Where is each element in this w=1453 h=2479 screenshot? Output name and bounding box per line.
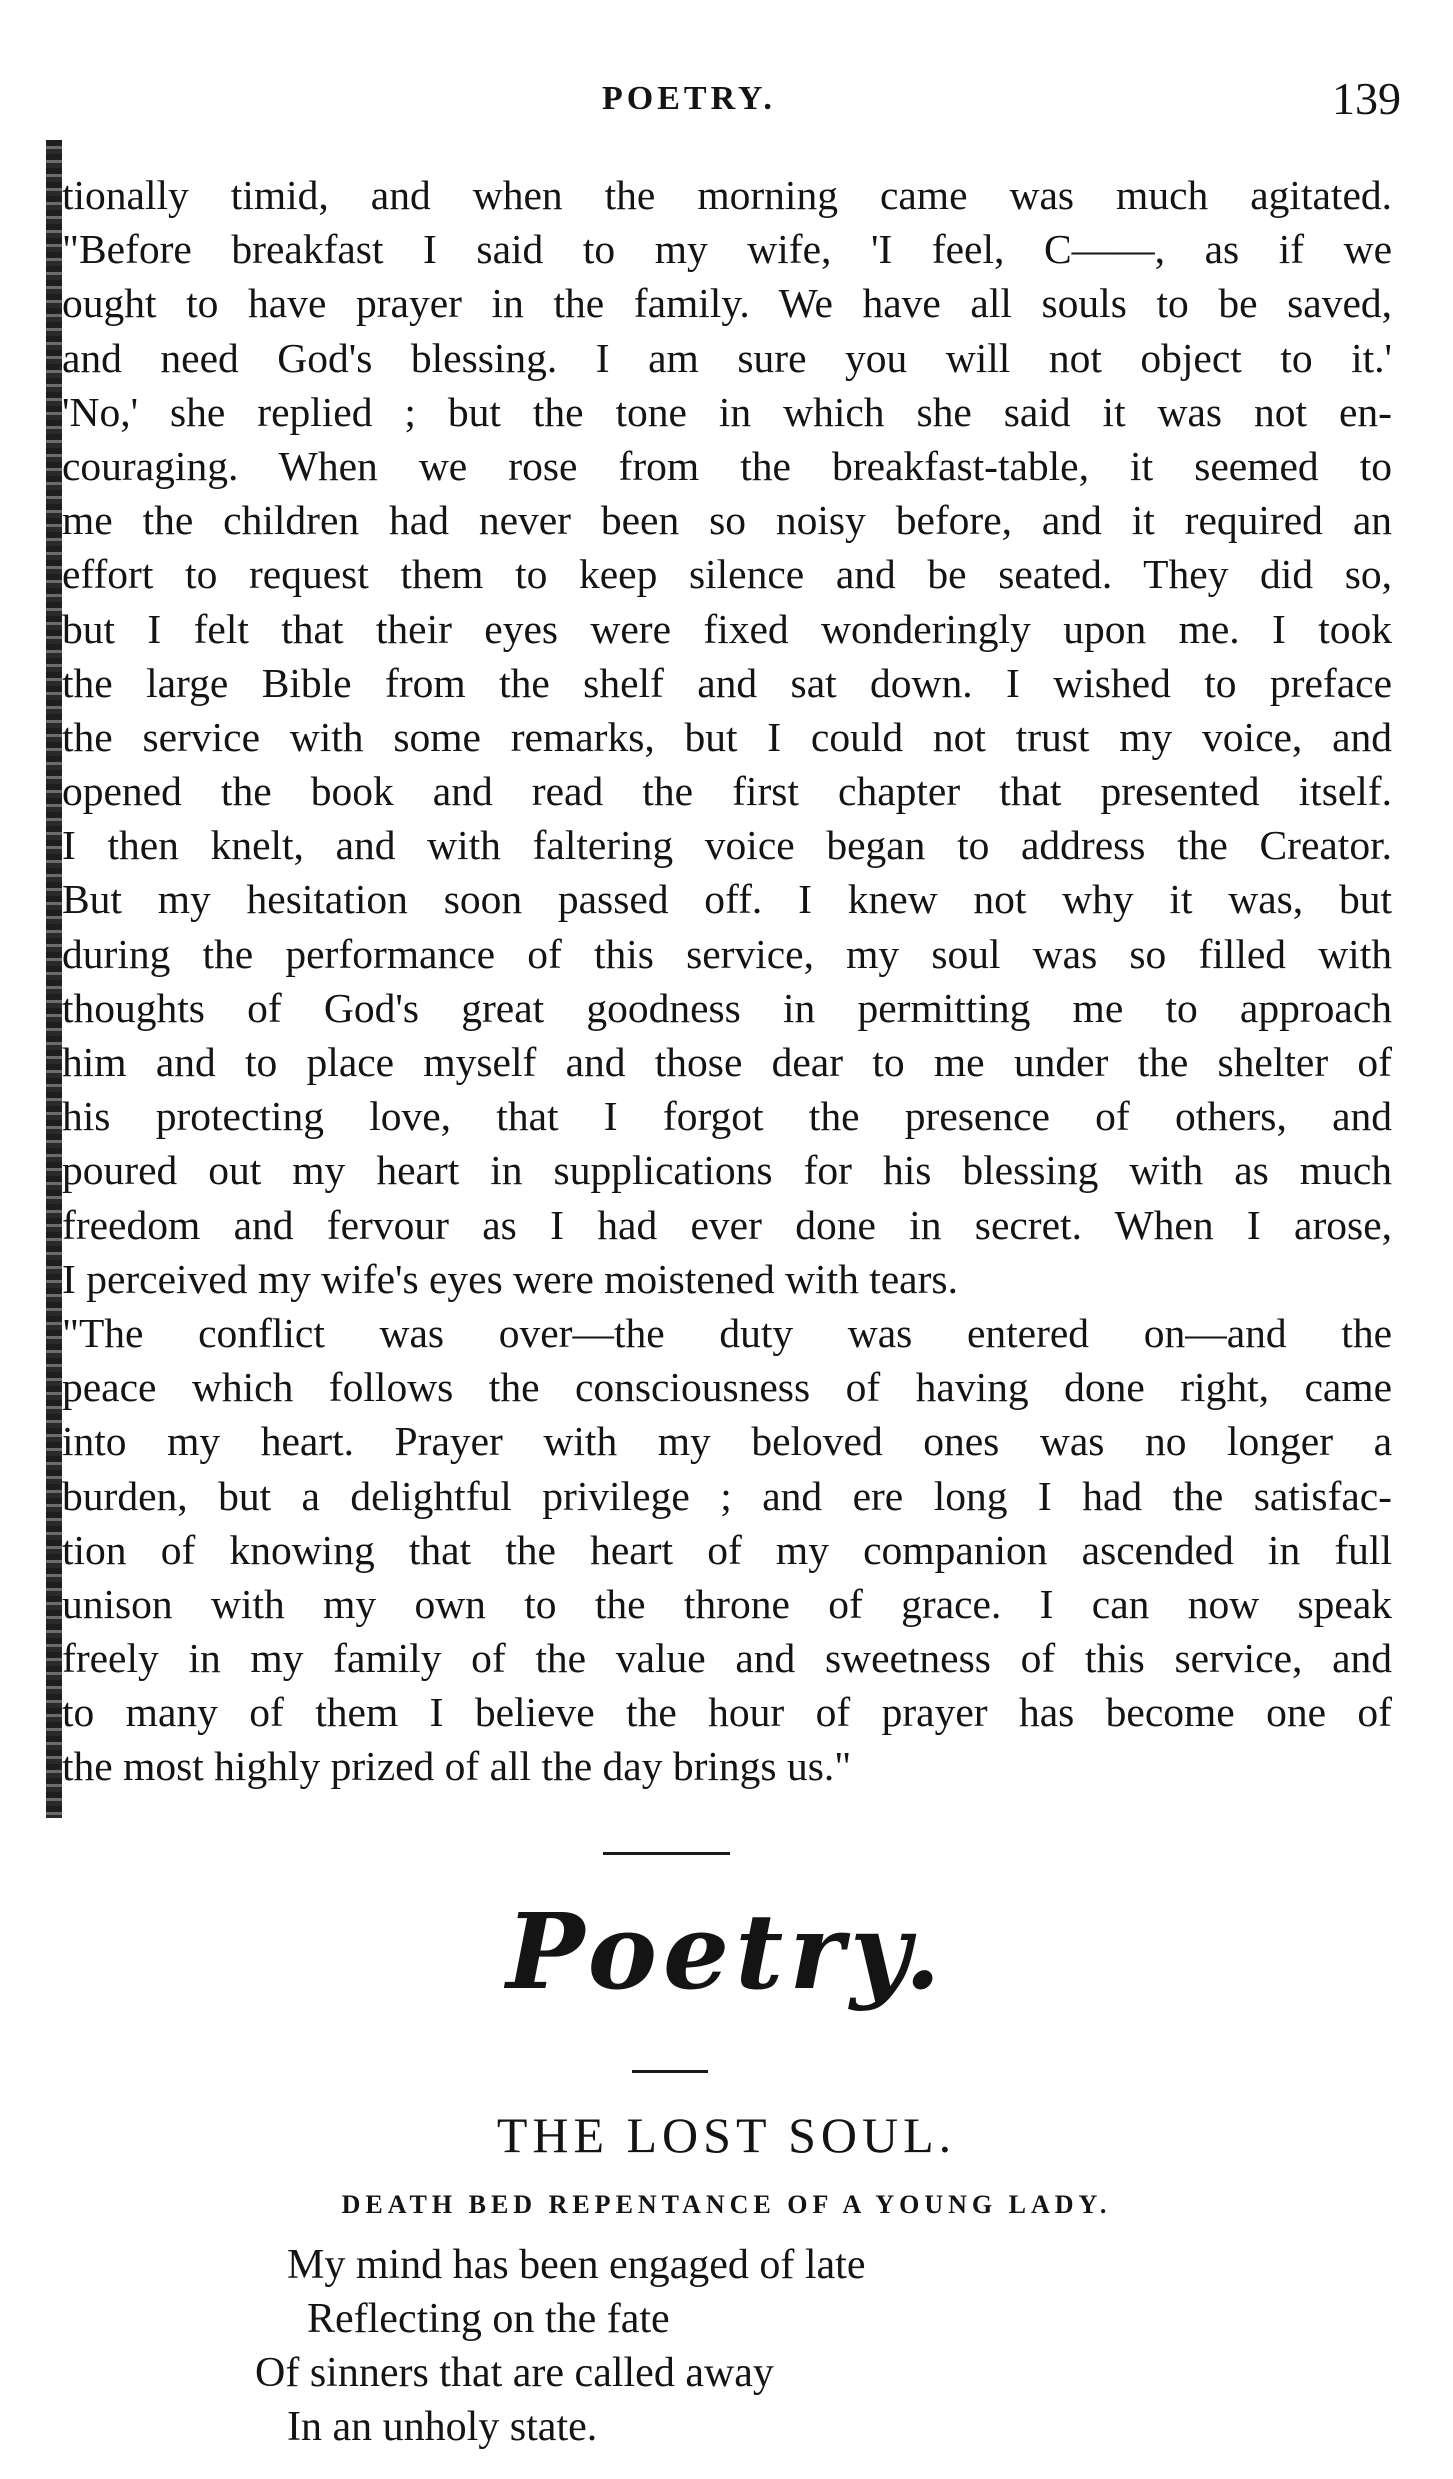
poem-line: Reflecting on the fate (307, 2296, 670, 2342)
text-line: freedom and fervour as I had ever done in secret. When I arose, (62, 1201, 1392, 1248)
text-line: during the performance of this service, my soul was so filled with (62, 930, 1392, 977)
poem-subtitle: DEATH BED REPENTANCE OF A YOUNG LADY. (341, 2190, 1112, 2219)
text-line: unison with my own to the throne of grace. I can now speak (62, 1580, 1392, 1627)
binding-edge-shadow (46, 140, 62, 1818)
text-line: the service with some remarks, but I could not trust my voice, and (62, 713, 1392, 760)
text-line: tion of knowing that the heart of my companion ascended in full (62, 1526, 1392, 1573)
text-line: to many of them I believe the hour of prayer has become one of (62, 1689, 1392, 1736)
text-line: But my hesitation soon passed off. I knew not why it was, but (62, 876, 1392, 923)
text-line: into my heart. Prayer with my beloved ones was no longer a (62, 1418, 1392, 1465)
heading-underline-rule (632, 2070, 708, 2073)
text-line: his protecting love, that I forgot the presence of others, and (62, 1093, 1392, 1140)
running-head (0, 72, 1453, 132)
text-line: 'No,' she replied ; but the tone in which she said it was not en- (62, 388, 1392, 435)
text-line: and need God's blessing. I am sure you will not object to it.' (62, 334, 1392, 381)
text-line: me the children had never been so noisy before, and it required an (62, 497, 1392, 544)
text-line: ought to have prayer in the family. We have all souls to be saved, (62, 280, 1392, 327)
section-divider-rule (603, 1852, 730, 1855)
poem-line: My mind has been engaged of late (287, 2242, 866, 2288)
section-heading: Poetry. (506, 1890, 947, 2013)
poem-line: In an unholy state. (287, 2404, 598, 2450)
text-line: I perceived my wife's eyes were moistened with tears. (62, 1255, 958, 1302)
text-line: opened the book and read the first chapter that presented itself. (62, 768, 1392, 815)
text-line: but I felt that their eyes were fixed wonderingly upon me. I took (62, 605, 1392, 652)
poem-title: THE LOST SOUL. (496, 2107, 957, 2163)
text-line: freely in my family of the value and sweetness of this service, and (62, 1635, 1392, 1682)
text-line: peace which follows the consciousness of having done right, came (62, 1364, 1392, 1411)
text-line: "Before breakfast I said to my wife, 'I feel, C——, as if we (62, 226, 1392, 273)
poem-line: Of sinners that are called away (255, 2350, 774, 2396)
text-line: thoughts of God's great goodness in permitting me to approach (62, 984, 1392, 1031)
text-line: poured out my heart in supplications for his blessing with as much (62, 1147, 1392, 1194)
text-line: effort to request them to keep silence and be seated. They did so, (62, 551, 1392, 598)
text-line: burden, but a delightful privilege ; and ere long I had the satisfac- (62, 1472, 1392, 1519)
text-line: the large Bible from the shelf and sat down. I wished to preface (62, 659, 1392, 706)
text-line: "The conflict was over—the duty was entered on—and the (62, 1309, 1392, 1356)
running-title: POETRY. (602, 80, 776, 117)
text-line: the most highly prized of all the day brings us." (62, 1743, 852, 1790)
text-line: I then knelt, and with faltering voice began to address the Creator. (62, 822, 1392, 869)
body-text (62, 168, 1392, 1794)
page-number: 139 (1332, 73, 1401, 124)
text-line: tionally timid, and when the morning came was much agitated. (62, 172, 1392, 218)
text-line: couraging. When we rose from the breakfast-table, it seemed to (62, 442, 1392, 489)
text-line: him and to place myself and those dear to me under the shelter of (62, 1039, 1392, 1085)
poem-stanza (255, 2238, 865, 2454)
